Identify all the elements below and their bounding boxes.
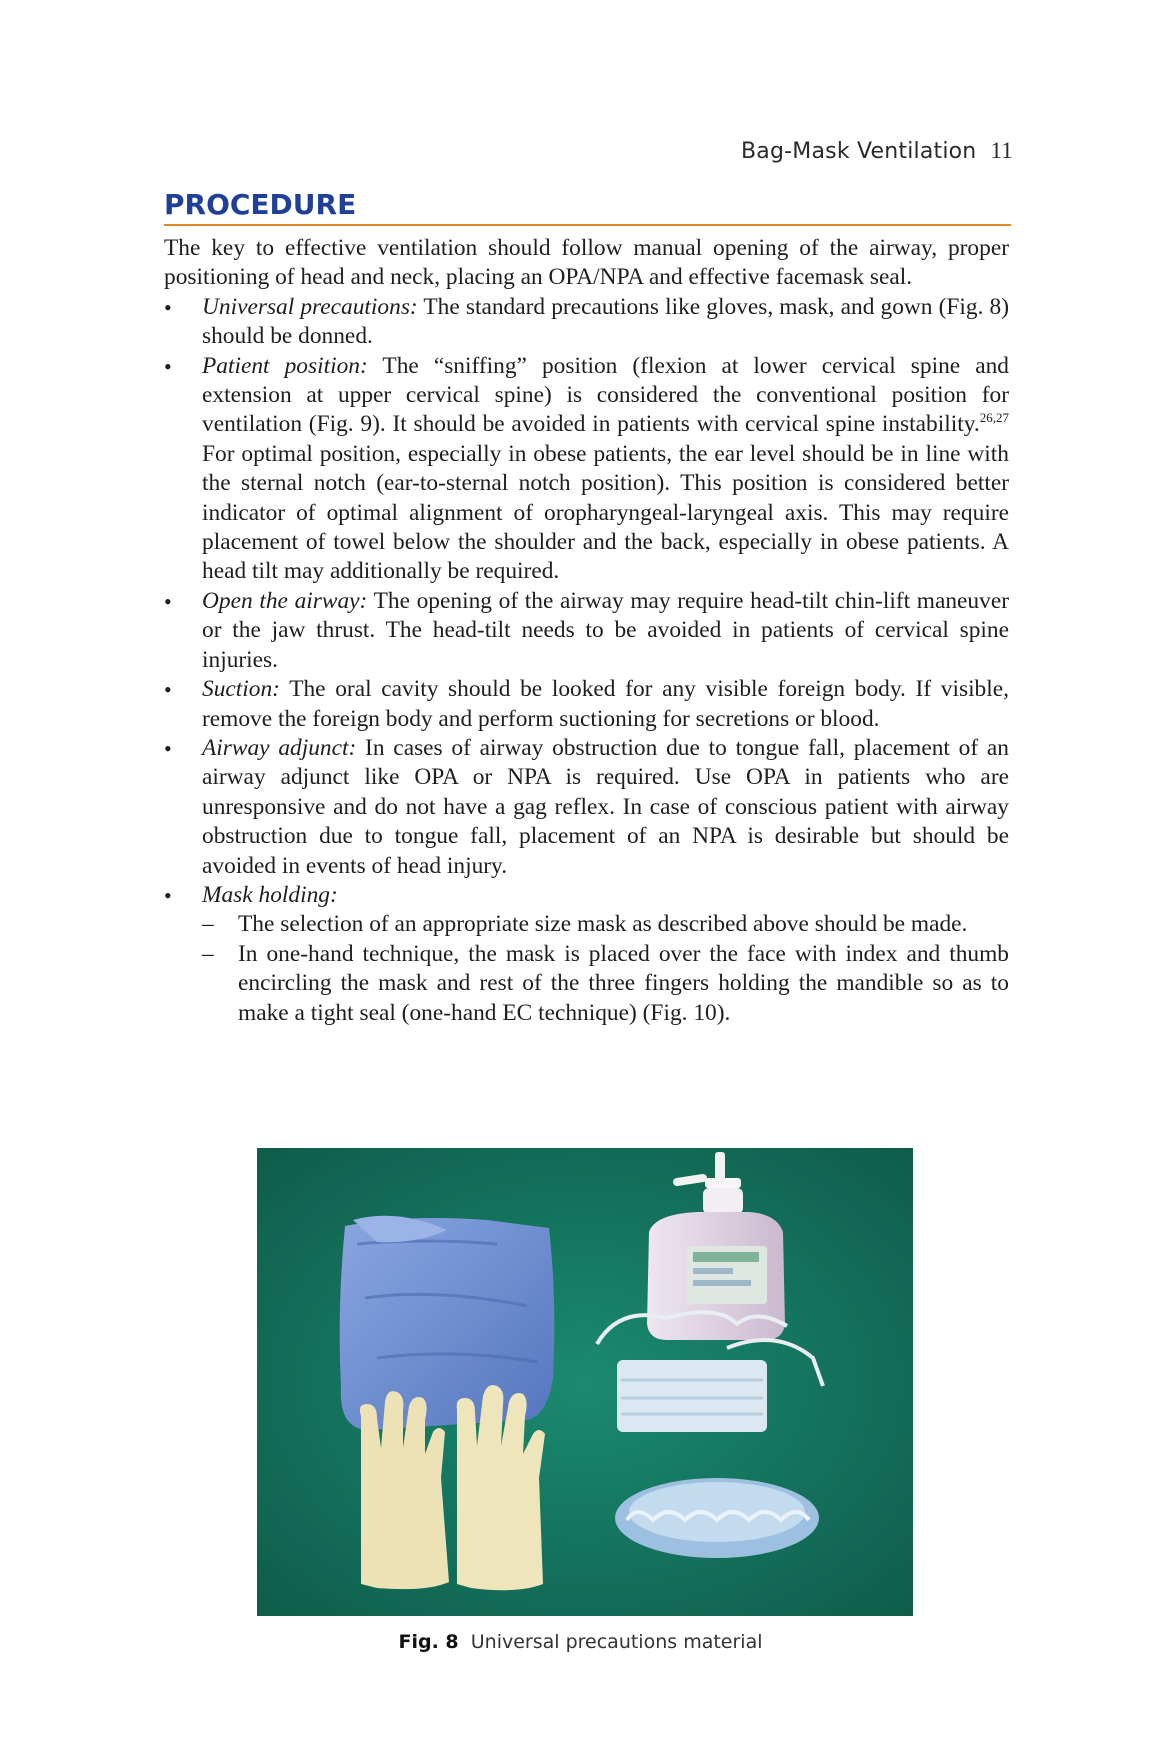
- figure-photo: [257, 1148, 913, 1616]
- procedure-list: [164, 293, 1009, 1028]
- list-item: [164, 881, 1009, 1028]
- figure-caption: [0, 1631, 1161, 1653]
- page-number: 11: [990, 138, 1013, 163]
- running-head: [741, 138, 1013, 164]
- list-item: [164, 352, 1009, 587]
- list-item: [164, 734, 1009, 881]
- bullet-lead: Open the airway:: [202, 587, 368, 614]
- intro-paragraph: The key to effective ventilation should follow manual opening of the airway, proper positioning of head and neck, placing an OPA/NPA and effective facemask seal.: [164, 235, 1009, 291]
- bullet-text: In cases of airway obstruction due to tongue fall, placement of an airway adjunct like OPA or NPA is required. Use OPA in patients who are unresponsive and do not have a gag reflex. In case of conscious patient with airway obstruction due to tongue fall, placement of an NPA is desirable but should be avoided in events of head injury.: [202, 734, 1009, 879]
- citation-ref: 26,27: [979, 410, 1009, 426]
- figure-illustration: [257, 1148, 913, 1616]
- list-item: [164, 675, 1009, 734]
- bullet-text: The standard precautions like gloves, mask, and gown (Fig. 8) should be donned.: [202, 293, 1009, 350]
- bullet-lead: Airway adjunct:: [202, 734, 357, 761]
- section-heading: PROCEDURE: [164, 188, 1011, 226]
- bullet-text-continued: For optimal position, especially in obese patients, the ear level should be in line with the sternal notch (ear-to-sternal notch position). This position is considered better indicator of optimal alignment of oropharyngeal-laryngeal axis. This may require placement of towel below the shoulder and the back, especially in obese patients. A head tilt may additionally be required.: [202, 440, 1009, 585]
- bullet-lead: Suction:: [202, 676, 280, 703]
- bullet-text: The opening of the airway may require head-tilt chin-lift maneuver or the jaw thrust. The head-tilt needs to be avoided in patients of cervical spine injuries.: [202, 587, 1009, 673]
- sub-list-item: – The selection of an appropriate size mask as described above should be made.: [202, 910, 1009, 939]
- figure-label: Fig. 8: [398, 1631, 459, 1653]
- bullet-lead: Patient position:: [202, 352, 368, 379]
- surgical-cap-icon: [615, 1478, 819, 1558]
- figure-caption-text: Universal precautions material: [470, 1631, 763, 1653]
- bullet-lead: Universal precautions:: [202, 293, 418, 320]
- procedure-body: [164, 234, 1009, 1028]
- sub-list: [202, 910, 1009, 1028]
- list-item: [164, 293, 1009, 352]
- bullet-text: The “sniffing” position (flexion at lower cervical spine and extension at upper cervical spine) is considered the conventional position for ventilation (Fig. 9). It should be avoided in patients with cervical spine instability.: [202, 352, 1009, 438]
- bullet-lead: Mask holding:: [202, 881, 338, 908]
- running-head-title: Bag-Mask Ventilation: [741, 139, 977, 164]
- list-item: [164, 587, 1009, 675]
- sub-list-item: – In one-hand technique, the mask is placed over the face with index and thumb encircling the mask and rest of the three fingers holding the mandible so as to make a tight seal (one-hand EC technique) (Fig. 10).: [202, 940, 1009, 1028]
- bullet-text: The oral cavity should be looked for any visible foreign body. If visible, remove the foreign body and perform suctioning for secretions or blood.: [202, 676, 1009, 732]
